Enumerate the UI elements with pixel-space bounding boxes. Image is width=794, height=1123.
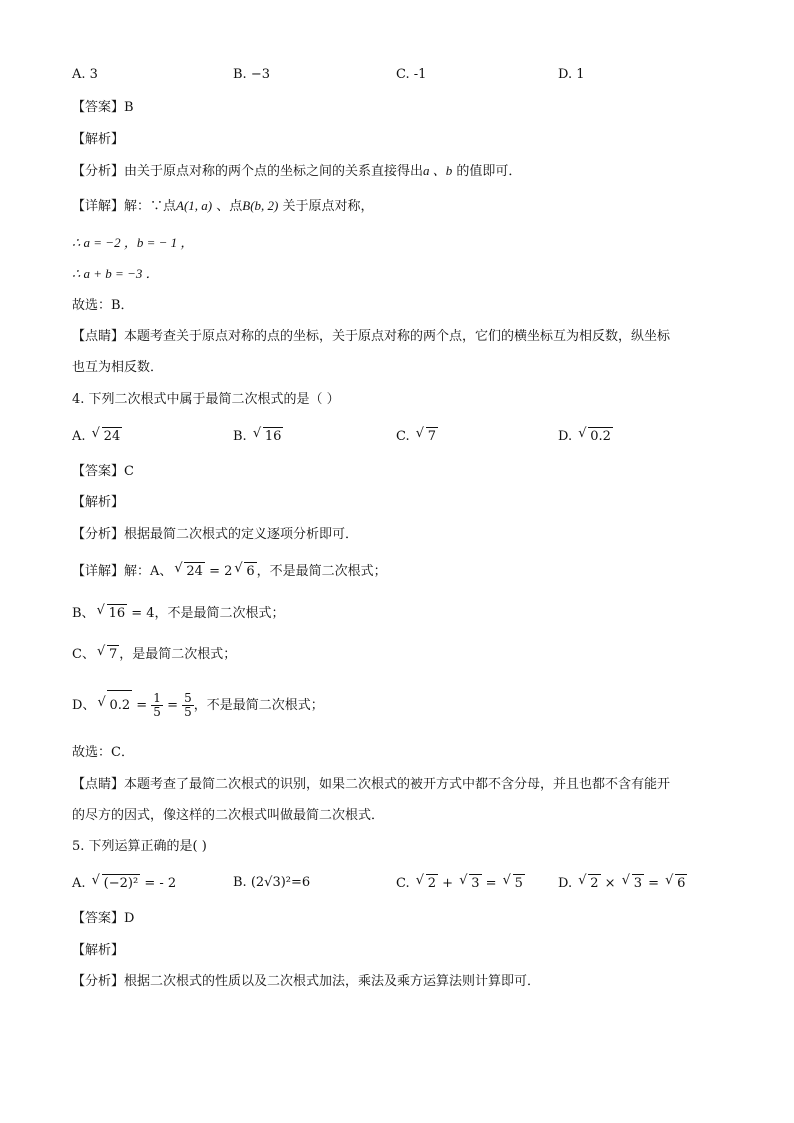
q4-detail-a <box>72 562 387 581</box>
q5-option-a-inner: (−2)² <box>103 876 139 891</box>
q3-option-d: D. 1 <box>558 67 585 82</box>
q5-option-c-r3: 5 <box>514 876 523 891</box>
q5-option-d-label: D. <box>558 876 573 891</box>
q4-detail-lead: 【详解】解：A、 <box>72 564 173 579</box>
q3-option-c: C. -1 <box>396 67 427 82</box>
q4-option-a-value: 24 <box>103 429 121 444</box>
q3-comment-2: 也互为相反数． <box>72 360 164 375</box>
q4-d-frac2-num: 5 <box>184 691 192 705</box>
q4-d-frac1-den: 5 <box>153 705 161 719</box>
sqrt-symbol: √ 24 <box>91 426 121 444</box>
q3-point-a: A(1, a) <box>176 198 213 213</box>
q4-option-c-label: C. <box>396 429 410 444</box>
sqrt-symbol: √ 2 <box>578 873 599 891</box>
q4-answer: 【答案】C <box>72 464 134 479</box>
q5-option-a-label: A. <box>72 876 86 891</box>
q4-detail-b <box>72 604 285 623</box>
q3-fenxi-end: 的值即可． <box>452 164 522 179</box>
q5-option-b: B. (2√3)²=6 <box>233 875 311 890</box>
q4-option-b-label: B. <box>233 429 247 444</box>
q4-d-frac2 <box>182 692 194 719</box>
q4-option-c <box>396 427 438 446</box>
q4-stem: 4. 下列二次根式中属于最简二次根式的是（ ） <box>72 392 340 407</box>
q4-c-end: ，是最简二次根式； <box>119 647 237 662</box>
q4-detail-a-eq: = 2 <box>204 564 233 579</box>
q4-fenxi: 【分析】根据最简二次根式的定义逐项分析即可． <box>72 527 359 542</box>
q4-b-end: ，不是最简二次根式； <box>154 606 285 621</box>
sqrt-symbol: √ 6 <box>234 561 255 579</box>
q4-detail-c <box>72 645 236 664</box>
q5-option-c-r2: 3 <box>471 876 480 891</box>
q3-detail-lead: 【详解】解：∵点 <box>72 199 177 214</box>
q5-option-d-r1: 2 <box>590 876 599 891</box>
q5-stem: 5. 下列运算正确的是( ) <box>72 839 207 854</box>
sqrt-symbol: √ 16 <box>96 603 126 621</box>
sqrt-symbol: √ (−2)² <box>91 873 139 891</box>
q4-d-lead: D、 <box>72 698 96 713</box>
q4-b-lead: B、 <box>72 606 95 621</box>
q3-detail-mid: 、点 <box>212 199 243 214</box>
q4-option-a <box>72 427 122 446</box>
q4-d-rad: 0.2 <box>107 690 132 721</box>
sqrt-symbol: √ 7 <box>96 644 118 662</box>
q4-option-d-label: D. <box>558 429 573 444</box>
q4-d-end: ，不是最简二次根式； <box>193 698 324 713</box>
sqrt-symbol: √ 0.2 <box>97 690 132 721</box>
q5-option-c-eq: = <box>481 876 501 891</box>
q3-analysis-label: 【解析】 <box>72 132 125 147</box>
q4-d-frac2-den: 5 <box>184 705 192 719</box>
q5-option-a <box>72 874 176 893</box>
q5-option-d-times: × <box>600 876 620 891</box>
sqrt-symbol: √ 5 <box>502 873 523 891</box>
sqrt-symbol: √ 16 <box>252 426 282 444</box>
q3-detail <box>72 197 374 216</box>
sqrt-symbol: √ 24 <box>174 561 203 579</box>
q4-option-b <box>233 427 283 446</box>
q3-comment-1: 【点睛】本题考查关于原点对称的点的坐标，关于原点对称的两个点，它们的横坐标互为相反数，纵坐标 <box>72 329 671 344</box>
q3-choose: 故选：B． <box>72 298 134 313</box>
q4-b-eq: = 4 <box>127 606 155 621</box>
q3-option-a: A. 3 <box>72 67 98 82</box>
q3-line2: ∴ a + b = −3 ． <box>72 266 159 281</box>
q3-fenxi <box>72 162 521 181</box>
q5-option-c-r1: 2 <box>427 876 437 891</box>
q3-line1: ∴ a = −2 ，b = − 1 ， <box>72 235 194 250</box>
q5-fenxi: 【分析】根据二次根式的性质以及二次根式加法，乘法及乘方运算法则计算即可． <box>72 974 541 989</box>
q4-option-c-value: 7 <box>427 429 437 444</box>
q4-option-a-label: A. <box>72 429 86 444</box>
sqrt-symbol: √ 2 <box>415 873 437 891</box>
q5-option-d <box>558 874 687 893</box>
q4-option-d <box>558 427 613 446</box>
q4-d-frac1-num: 1 <box>153 691 161 705</box>
q4-detail-a-end: ，不是最简二次根式； <box>256 564 387 579</box>
q4-comment-1: 【点睛】本题考查了最简二次根式的识别，如果二次根式的被开方式中都不含分母，并且也都不含有能开 <box>72 777 671 792</box>
sqrt-symbol: √ 6 <box>665 873 686 891</box>
q4-comment-2: 的尽方的因式，像这样的二次根式叫做最简二次根式． <box>72 808 385 823</box>
q4-option-d-value: 0.2 <box>590 429 611 444</box>
q4-d-frac1 <box>151 692 163 719</box>
q4-b-rad: 16 <box>108 606 126 621</box>
sqrt-symbol: √ 7 <box>415 426 437 444</box>
q5-option-d-r3: 6 <box>677 876 686 891</box>
q5-option-d-r2: 3 <box>633 876 642 891</box>
q5-option-d-eq: = <box>643 876 664 891</box>
q3-fenxi-text: 【分析】由关于原点对称的两个点的坐标之间的关系直接得出 <box>72 164 424 179</box>
q5-option-c-plus: + <box>438 876 458 891</box>
q5-answer: 【答案】D <box>72 911 135 926</box>
q3-option-b: B. −3 <box>233 67 270 82</box>
sqrt-symbol: √ 3 <box>459 873 480 891</box>
sqrt-symbol: √ 3 <box>621 873 642 891</box>
q4-d-eq1: = <box>132 698 152 713</box>
q4-analysis-label: 【解析】 <box>72 495 125 510</box>
q5-option-c-label: C. <box>396 876 410 891</box>
q4-detail-a-rad: 24 <box>186 564 203 579</box>
q4-c-rad: 7 <box>108 647 118 662</box>
q5-option-c <box>396 874 525 893</box>
q5-option-a-rest: = - 2 <box>140 876 177 891</box>
q4-detail-d <box>72 690 324 721</box>
q4-c-lead: C、 <box>72 647 95 662</box>
q4-choose: 故选：C． <box>72 745 134 760</box>
sqrt-symbol: √ 0.2 <box>578 426 611 444</box>
q3-answer: 【答案】B <box>72 100 134 115</box>
q4-d-eq2: = <box>162 698 183 713</box>
q3-detail-end: 关于原点对称， <box>278 199 374 214</box>
q3-point-b: B(b, 2) <box>242 198 279 213</box>
q4-detail-a-rad2: 6 <box>246 564 255 579</box>
q5-analysis-label: 【解析】 <box>72 943 125 958</box>
q4-option-b-value: 16 <box>264 429 282 444</box>
q3-fenxi-vars: a 、b <box>423 163 453 178</box>
